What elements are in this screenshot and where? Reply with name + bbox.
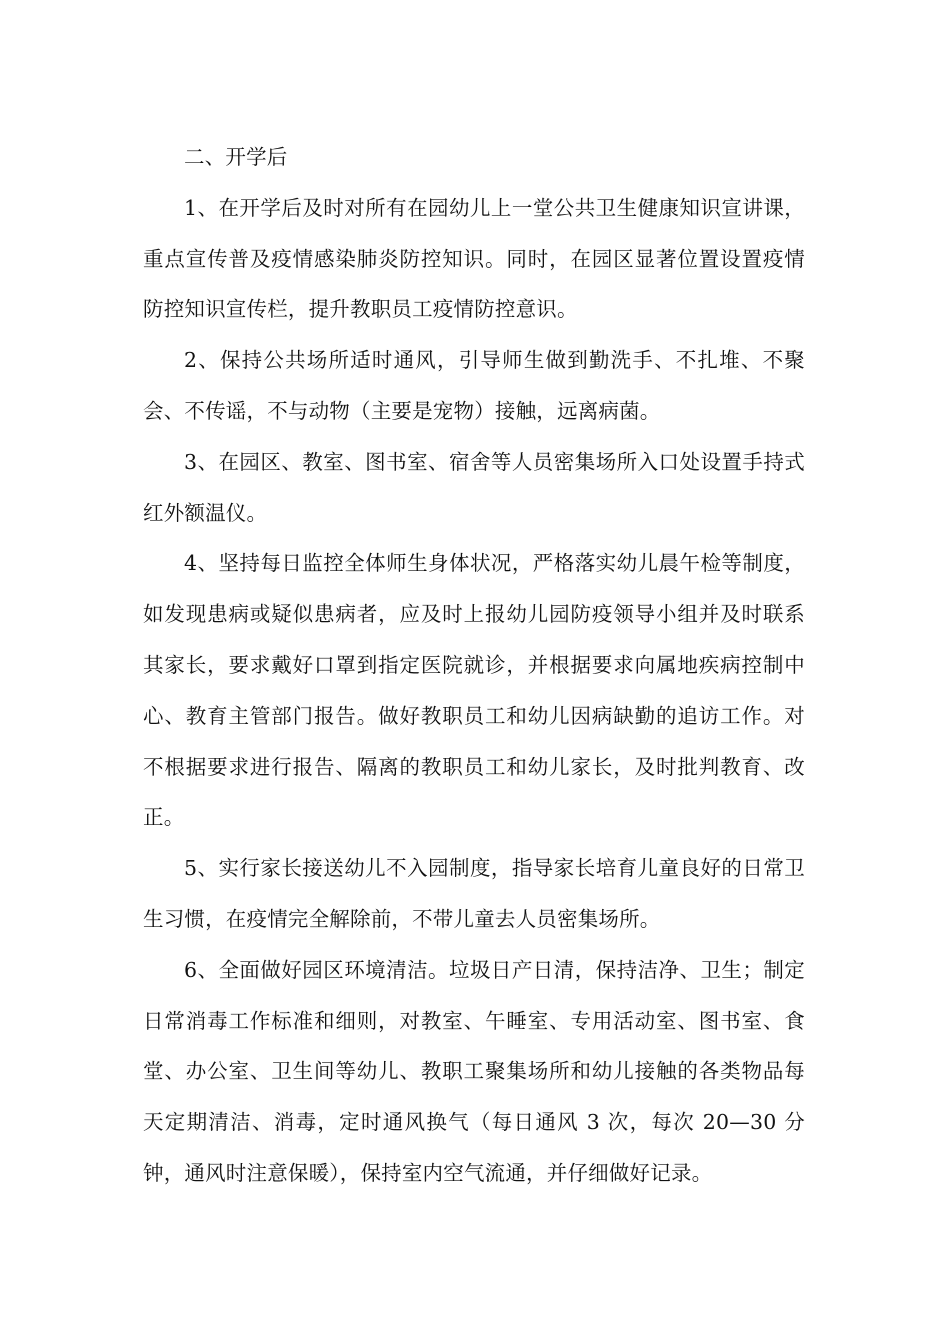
paragraph-5: 5、实行家长接送幼儿不入园制度，指导家长培育儿童良好的日常卫生习惯，在疫情完全解除前，不带儿童去人员密集场所。 xyxy=(143,856,805,931)
section-heading: 二、开学后 xyxy=(184,145,288,169)
paragraph-4: 4、坚持每日监控全体师生身体状况，严格落实幼儿晨午检等制度，如发现患病或疑似患病者，应及时上报幼儿园防疫领导小组并及时联系其家长，要求戴好口罩到指定医院就诊，并根据要求向属地疾病控制中心、教育主管部门报告。做好教职员工和幼儿因病缺勤的追访工作。对不根据要求进行报告、隔离的教职员工和幼儿家长，及时批判教育、改正。 xyxy=(143,551,805,830)
paragraph-6: 6、全面做好园区环境清洁。垃圾日产日清，保持洁净、卫生；制定日常消毒工作标准和细则，对教室、午睡室、专用活动室、图书室、食堂、办公室、卫生间等幼儿、教职工聚集场所和幼儿接触的各类物品每天定期清洁、消毒，定时通风换气（每日通风 3 次，每次 20—30 分钟，通风时注意保暖），保持室内空气流通，并仔细做好记录。 xyxy=(143,957,805,1185)
paragraph-2: 2、保持公共场所适时通风，引导师生做到勤洗手、不扎堆、不聚会、不传谣，不与动物（主要是宠物）接触，远离病菌。 xyxy=(143,348,805,423)
paragraph-1: 1、在开学后及时对所有在园幼儿上一堂公共卫生健康知识宣讲课，重点宣传普及疫情感染肺炎防控知识。同时，在园区显著位置设置疫情防控知识宣传栏，提升教职员工疫情防控意识。 xyxy=(143,195,805,322)
document-body xyxy=(143,132,805,1199)
paragraph-3: 3、在园区、教室、图书室、宿舍等人员密集场所入口处设置手持式红外额温仪。 xyxy=(143,449,805,525)
